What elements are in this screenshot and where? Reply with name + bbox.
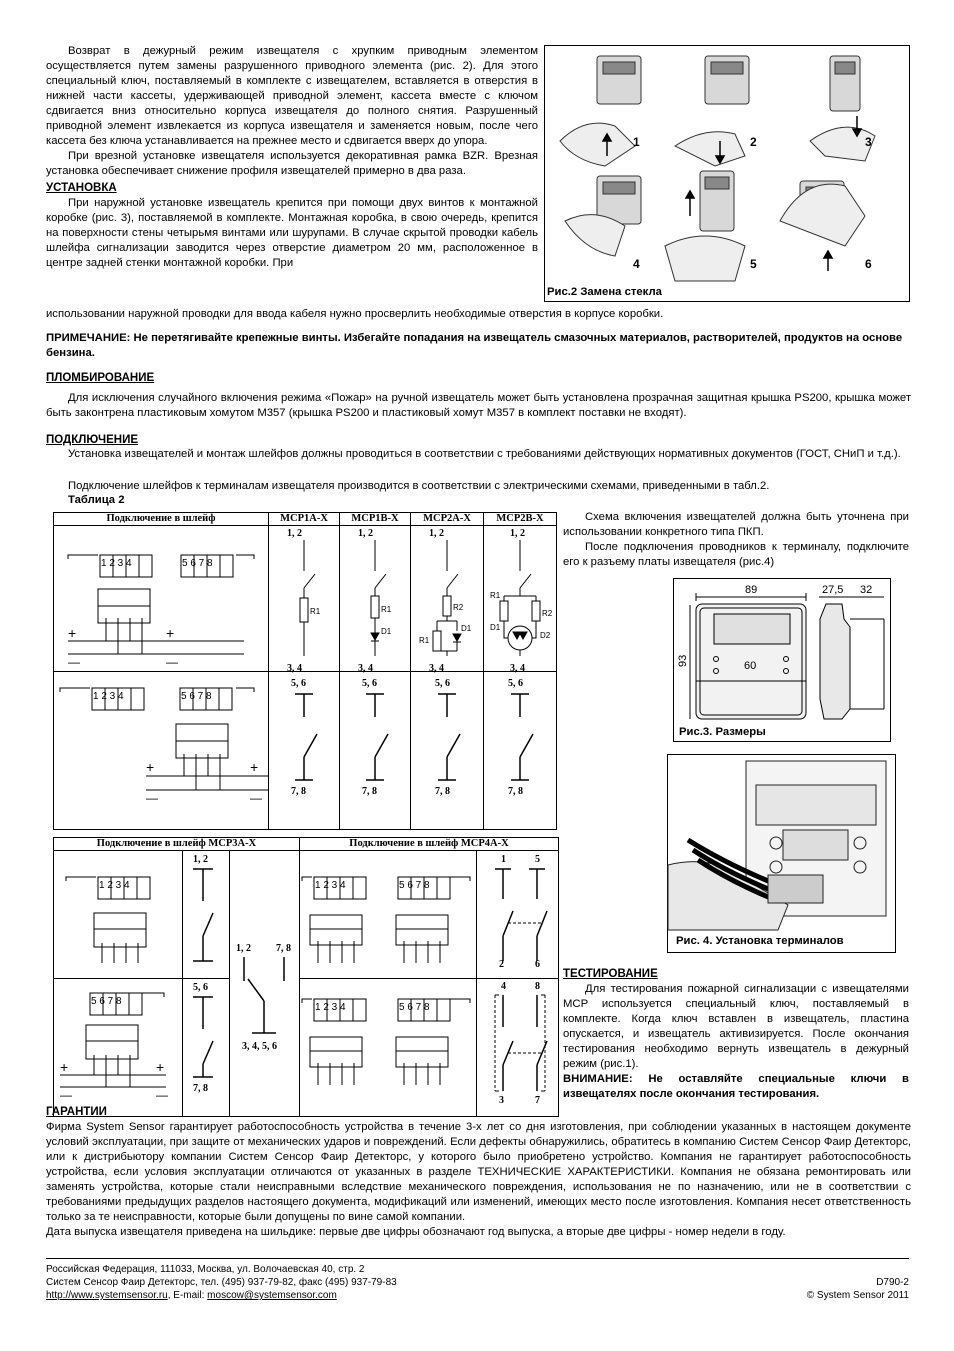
- terminal-label-1-4: 1 2 3 4: [315, 1001, 346, 1013]
- install-text: При наружной установке извещатель крепится при помощи двух винтов к монтажной коробке (рис. 3), поставляемой в комплекте. Монтажная коробка, в свою очередь, крепится на поверхности стены четырьмя винтами или шурупами. В случае скрытой проводки кабель шлейфа сигнализации заводится через отверстие диаметром 20 мм, расположенное в центре задней стенки монтажной коробки. При: [46, 197, 538, 269]
- intro-section: [46, 44, 538, 271]
- terminal-label: 4: [501, 980, 506, 992]
- warranty-section: [46, 1105, 911, 1240]
- circuit-mcp2a: [411, 526, 483, 674]
- intro-paragraph-1: Возврат в дежурный режим извещателя с хрупким приводным элементом осуществляется путем замены разрушенного приводного элемента (рис. 2). Для этого специальный ключ, поставляемый в комплекте с извещателем, вставляется в отверстия в нижней части кассеты, удерживающей приводной элемент, кассета вместе с ключом сдвигается вниз относительно корпуса извещателя до полного снятия. Разрушенный приводной элемент извлекается из корпуса извещателя и заменяется новым, после чего кассета без ключа устанавливается на прежнее место и сдвигается вверх до упора.: [46, 45, 538, 147]
- warranty-date: Дата выпуска извещателя приведена на шильдике: первые две цифры обозначают год выпуска, а вторые две цифры - номер недели в году.: [46, 1226, 786, 1238]
- height-dimension: 93: [677, 654, 689, 667]
- resistor-r1-label: R1: [419, 636, 430, 645]
- model-mcp1b-header: MCP1B-X: [351, 513, 399, 524]
- step-1-label: 1: [633, 135, 640, 149]
- figure-2: [544, 45, 910, 302]
- figure-3-caption: Рис.3. Размеры: [679, 726, 766, 738]
- table-3: [53, 837, 559, 1117]
- mcp4a-wiring-bottom: [300, 979, 476, 1105]
- terminal-top: 1, 2: [510, 528, 525, 539]
- depth-dimension-2: 32: [860, 584, 873, 596]
- email-label: , E-mail:: [167, 1290, 208, 1301]
- resistor-r1-label: R1: [381, 605, 392, 614]
- terminal-label-1-4: 1 2 3 4: [99, 880, 130, 891]
- step-5-label: 5: [750, 257, 757, 271]
- diode-d2-label: D2: [540, 631, 551, 640]
- terminal-label: 6: [535, 959, 540, 970]
- diode-d1-label: D1: [490, 623, 501, 632]
- circuit-mcp1a: [269, 526, 339, 674]
- circuit-mcp2b: [484, 526, 556, 674]
- terminal-label: 2: [499, 959, 504, 970]
- terminal-label-5-8: 5 6 7 8: [182, 558, 213, 569]
- table-2: [53, 512, 557, 830]
- terminal-installation-illustration: [668, 755, 895, 930]
- step-4-label: 4: [633, 257, 640, 271]
- plus-sign: +: [156, 1058, 165, 1075]
- terminal-top: 5, 6: [508, 678, 523, 689]
- terminal-top: 1, 2: [429, 528, 444, 539]
- terminal-label-1-4: 1 2 3 4: [93, 691, 124, 702]
- diode-d1-label: D1: [461, 624, 472, 633]
- terminal-label-5-8: 5 6 7 8: [399, 1001, 430, 1013]
- inner-dimension: 60: [744, 660, 757, 672]
- footer-doc-info: [807, 1276, 909, 1302]
- test-section: [563, 967, 909, 1102]
- test-warning: ВНИМАНИЕ: Не оставляйте специальные ключи в извещателях после окончания тестирования.: [563, 1073, 909, 1100]
- test-text: Для тестирования пожарной сигнализации с извещателями MCP используется специальный ключ, поставляемый в комплекте. Когда ключ вставлен в извещатель, пластина опускается, и извещатель активизируется. После окончания тестирования необходимо вернуть извещатель в дежурный режим (рис.1).: [563, 983, 909, 1070]
- connect-side-text: [563, 510, 909, 570]
- terminal-top: 1, 2: [358, 528, 373, 539]
- footer-phone: Систем Сенсор Фаир Детекторс, тел. (495) 937-79-82, факс (495) 937-79-83: [46, 1277, 397, 1288]
- resistor-r2-label: R2: [453, 603, 464, 612]
- minus-sign: —: [250, 791, 262, 805]
- glass-replacement-illustration: [545, 46, 909, 286]
- seal-text: Для исключения случайного включения режима «Пожар» на ручной извещатель может быть установлена прозрачная защитная крышка PS200, крышка может быть законтрена пластиковым хомутом M357 (крышка PS200 и пластиковый хомут M357 в комплект поставки не входят).: [46, 392, 911, 419]
- install-note: ПРИМЕЧАНИЕ: Не перетягивайте крепежные винты. Избегайте попадания на извещатель смазочных материалов, растворителей, продуктов на основе бензина.: [46, 332, 903, 359]
- mcp4a-switch-top: [477, 851, 558, 970]
- figure-4-caption: Рис. 4. Установка терминалов: [676, 935, 844, 947]
- connect-heading: ПОДКЛЮЧЕНИЕ: [46, 434, 139, 446]
- switch-mcp1b-row2: [340, 672, 410, 824]
- terminal-bottom: 7, 8: [435, 786, 450, 797]
- install-text-cont: использовании наружной проводки для ввода кабеля нужно просверлить необходимые отверстия в корпусе коробки.: [46, 308, 664, 320]
- mcp4a-switch-bottom: [477, 979, 558, 1105]
- copyright: © System Sensor 2011: [806, 1290, 909, 1301]
- plus-sign: +: [250, 759, 259, 775]
- mcp3a-changeover-switch: [230, 851, 299, 1111]
- terminal-label: 3, 4, 5, 6: [242, 1041, 277, 1052]
- terminal-label-1-4: 1 2 3 4: [101, 558, 132, 569]
- footer-contact: [46, 1263, 646, 1302]
- switch-mcp2a-row2: [411, 672, 483, 824]
- model-mcp1a-header: MCP1A-X: [280, 513, 328, 524]
- terminal-label-5-8: 5 6 7 8: [399, 880, 430, 891]
- website-link[interactable]: http://www.systemsensor.ru: [46, 1290, 168, 1301]
- email-link[interactable]: moscow@systemsensor.com: [207, 1290, 337, 1301]
- terminal-label: 1, 2: [193, 854, 208, 865]
- resistor-r2-label: R2: [542, 609, 553, 618]
- minus-sign: —: [156, 1087, 168, 1102]
- terminal-label: 5: [535, 854, 540, 865]
- dimensions-drawing: [674, 579, 890, 727]
- test-heading: ТЕСТИРОВАНИЕ: [563, 968, 658, 980]
- warranty-heading: ГАРАНТИИ: [46, 1106, 107, 1118]
- terminal-top: 5, 6: [362, 678, 377, 689]
- terminal-bottom: 7, 8: [508, 786, 523, 797]
- diode-d1-label: D1: [381, 627, 392, 636]
- switch-mcp2b-row2: [484, 672, 556, 824]
- intro-paragraph-2: При врезной установке извещателя используется декоративная рамка BZR. Врезная установка обеспечивает снижение профиля извещателей примерно в два раза.: [46, 150, 538, 177]
- terminal-label-5-8: 5 6 7 8: [91, 995, 122, 1007]
- terminal-bottom: 3, 4: [358, 663, 373, 674]
- figure-2-caption: Рис.2 Замена стекла: [547, 286, 662, 298]
- resistor-r1-label: R1: [310, 607, 321, 616]
- mcp3a-header: Подключение в шлейф MCP3A-X: [96, 838, 257, 849]
- terminal-bottom: 3, 4: [510, 663, 525, 674]
- plus-sign: +: [60, 1058, 69, 1075]
- terminal-top: 5, 6: [435, 678, 450, 689]
- terminal-label-1-4: 1 2 3 4: [315, 880, 346, 891]
- mcp3a-wiring-top: [54, 851, 182, 967]
- figure-3: [673, 578, 891, 742]
- mcp4a-header: Подключение в шлейф MCP4A-X: [349, 838, 509, 849]
- mcp4a-wiring-top: [300, 851, 476, 967]
- terminal-bottom: 3, 4: [287, 663, 302, 674]
- minus-sign: —: [60, 1087, 72, 1102]
- model-mcp2b-header: MCP2B-X: [496, 513, 544, 524]
- terminal-label: 3: [499, 1094, 504, 1106]
- figure-4: [667, 754, 896, 953]
- width-dimension: 89: [745, 584, 758, 596]
- footer-rule: [46, 1258, 909, 1259]
- wiring-diagram-loop-1: [54, 526, 268, 669]
- connect-paragraph-2: Подключение шлейфов к терминалам извещателя производится в соответствии с электрическими схемами, приведенными в табл.2.: [68, 480, 770, 492]
- terminal-label: 5, 6: [193, 981, 208, 993]
- resistor-r1-label: R1: [490, 591, 501, 600]
- table-2-label: Таблица 2: [68, 494, 125, 506]
- terminal-bottom: 3, 4: [429, 663, 444, 674]
- connect-paragraph-1: Установка извещателей и монтаж шлейфов должны проводиться в соответствии с требованиями действующих нормативных документов (ГОСТ, СНиП и т.д.).: [68, 448, 901, 460]
- terminal-label: 8: [535, 980, 540, 992]
- minus-sign: —: [146, 791, 158, 805]
- switch-mcp1a-row2: [269, 672, 339, 824]
- terminal-label: 7, 8: [276, 943, 291, 954]
- install-heading: УСТАНОВКА: [46, 182, 117, 194]
- terminal-bottom: 7, 8: [362, 786, 377, 797]
- footer-address: Российская Федерация, 111033, Москва, ул. Волочаевская 40, стр. 2: [46, 1264, 365, 1275]
- model-mcp2a-header: MCP2A-X: [423, 513, 471, 524]
- depth-dimension-1: 27,5: [822, 584, 844, 596]
- minus-sign: —: [68, 655, 80, 669]
- wiring-diagram-loop-2: [54, 672, 268, 824]
- terminal-label-5-8: 5 6 7 8: [181, 691, 212, 702]
- terminal-label: 7, 8: [193, 1082, 208, 1094]
- terminal-label: 1: [501, 854, 506, 865]
- connect-side-paragraph-2: После подключения проводников к терминалу, подключите его к разъему платы извещателя (рис.4): [563, 541, 909, 568]
- warranty-text: Фирма System Sensor гарантирует работоспособность устройства в течение 3-х лет со дня изготовления, при соблюдении указанных в настоящем документе условий эксплуатации, при защите от механических ударов и повреждений. Если дефекты обнаружились, обратитесь в компанию Систем Сенсор Фаир Детекторс, или к дистрибьютору компании Систем Сенсор Фаир Детекторс, у которого было приобретено устройство. Компания не гарантирует работоспособность устройства, если условия эксплуатации отличаются от указанных в разделе ТЕХНИЧЕСКИЕ ХАРАКТЕРИСТИКИ. Компания не обязана ремонтировать или заменять устройства, которые стали неисправными вследствие механического повреждения, использования не по назначению, или не в соответствии с требованиями предыдущих разделов настоящего документа, модификаций или изменений, имеющих место после изготовления. Компания несет ответственность только за те неисправности, которые были допущены по вине самой компании.: [46, 1121, 911, 1223]
- terminal-top: 1, 2: [287, 528, 302, 539]
- connect-side-paragraph-1: Схема включения извещателей должна быть уточнена при использовании конкретного типа ПКП.: [563, 511, 909, 538]
- plus-sign: +: [166, 625, 175, 641]
- document-code: D790-2: [876, 1277, 909, 1288]
- terminal-bottom: 7, 8: [291, 786, 306, 797]
- mcp3a-wiring-bottom: [54, 979, 182, 1105]
- plus-sign: +: [68, 625, 77, 641]
- circuit-mcp1b: [340, 526, 410, 674]
- terminal-top: 5, 6: [291, 678, 306, 689]
- table-2-col0-header: Подключение в шлейф: [106, 513, 216, 524]
- step-3-label: 3: [865, 135, 872, 149]
- mcp3a-switch-bottom: [183, 979, 229, 1105]
- terminal-label: 1, 2: [236, 943, 251, 954]
- seal-heading: ПЛОМБИРОВАНИЕ: [46, 372, 155, 384]
- mcp3a-switch-top: [183, 851, 229, 967]
- plus-sign: +: [146, 759, 155, 775]
- minus-sign: —: [166, 655, 178, 669]
- terminal-label: 7: [535, 1094, 540, 1106]
- step-6-label: 6: [865, 257, 872, 271]
- step-2-label: 2: [750, 135, 757, 149]
